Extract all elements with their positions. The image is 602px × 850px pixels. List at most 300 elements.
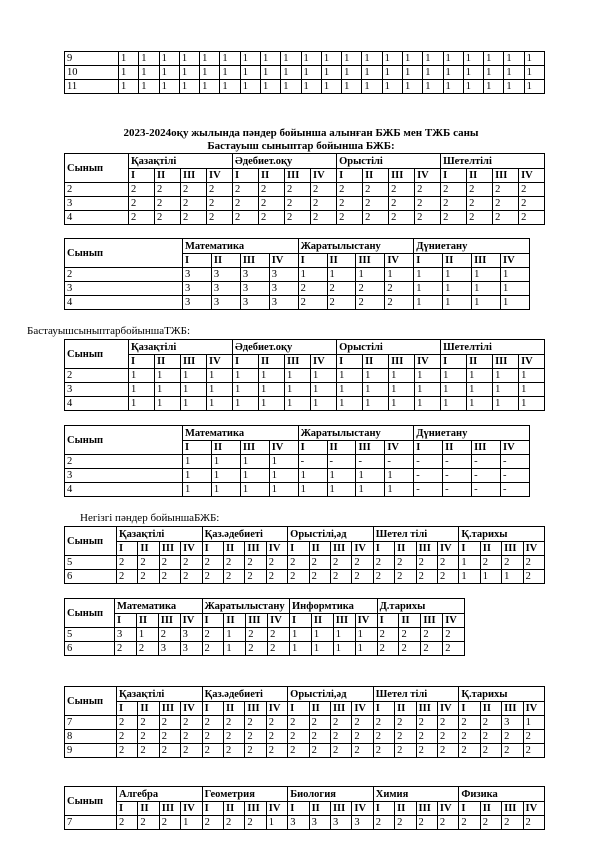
quarter-header: II <box>395 542 416 556</box>
value-cell: 1 <box>333 642 355 656</box>
value-cell: 1 <box>259 383 285 397</box>
value-cell: 2 <box>377 642 399 656</box>
class-header: Сынып <box>65 599 115 628</box>
value-cell: 1 <box>327 483 356 497</box>
value-cell: 3 <box>211 296 240 310</box>
value-cell: 2 <box>437 716 458 730</box>
value-cell: 1 <box>333 628 355 642</box>
subject-header: Қаз.әдебиеті <box>202 527 288 542</box>
class-header: Сынып <box>65 527 117 556</box>
value-cell: 1 <box>200 66 220 80</box>
value-cell: 1 <box>311 628 333 642</box>
value-cell: 1 <box>519 397 545 411</box>
value-cell: 1 <box>504 66 524 80</box>
value-cell: 2 <box>138 570 159 584</box>
value-cell: 1 <box>385 268 414 282</box>
value-cell: 2 <box>285 197 311 211</box>
quarter-header: III <box>416 702 437 716</box>
value-cell: 3 <box>211 282 240 296</box>
row-class-cell: 5 <box>65 556 117 570</box>
value-cell: 2 <box>245 716 266 730</box>
subject-header: Математика <box>183 239 299 254</box>
value-cell: 2 <box>363 183 389 197</box>
quarter-header: I <box>117 702 138 716</box>
value-cell: 1 <box>363 397 389 411</box>
value-cell: 1 <box>524 66 544 80</box>
table-row <box>65 80 545 94</box>
top-table <box>64 51 545 94</box>
value-cell: 1 <box>504 52 524 66</box>
value-cell: 2 <box>415 197 441 211</box>
value-cell: 1 <box>363 383 389 397</box>
value-cell: 3 <box>269 268 298 282</box>
subject-header: Қазақтілі <box>117 527 203 542</box>
value-cell: 3 <box>330 816 351 830</box>
subject-header: Қаз.әдебиеті <box>202 687 288 702</box>
quarter-header: II <box>223 702 244 716</box>
value-cell: 2 <box>288 570 309 584</box>
value-cell: 1 <box>240 455 269 469</box>
row-class-cell: 5 <box>65 628 115 642</box>
value-cell: 1 <box>311 383 337 397</box>
value-cell: 2 <box>502 744 523 758</box>
value-cell: 2 <box>207 183 233 197</box>
value-cell: 1 <box>301 52 321 66</box>
quarter-header: IV <box>443 614 465 628</box>
table-row <box>65 816 545 830</box>
value-cell: 2 <box>443 642 465 656</box>
value-cell: 2 <box>233 197 259 211</box>
table-row <box>65 730 545 744</box>
quarter-header: I <box>183 254 212 268</box>
value-cell: 2 <box>523 730 544 744</box>
value-cell: 1 <box>301 80 321 94</box>
value-cell: 1 <box>441 383 467 397</box>
quarter-header: IV <box>385 441 414 455</box>
quarter-header: I <box>377 614 399 628</box>
value-cell: 1 <box>500 282 529 296</box>
value-cell: 1 <box>363 369 389 383</box>
table-row <box>65 556 545 570</box>
value-cell: 2 <box>480 730 501 744</box>
value-cell: 2 <box>523 744 544 758</box>
quarter-header: IV <box>523 702 544 716</box>
value-cell: 1 <box>500 268 529 282</box>
value-cell: 1 <box>493 397 519 411</box>
value-cell: 1 <box>259 369 285 383</box>
quarter-header: II <box>259 355 285 369</box>
quarter-header: III <box>333 614 355 628</box>
value-cell: 1 <box>181 369 207 383</box>
value-cell: 2 <box>395 716 416 730</box>
quarter-header: IV <box>311 355 337 369</box>
value-cell: 2 <box>377 628 399 642</box>
value-cell: - <box>414 455 443 469</box>
quarter-header: II <box>224 802 245 816</box>
quarter-header: IV <box>355 614 377 628</box>
value-cell: 2 <box>356 296 385 310</box>
value-cell: 2 <box>268 642 290 656</box>
value-cell: 1 <box>321 80 341 94</box>
quarter-header: IV <box>523 802 544 816</box>
value-cell: 1 <box>200 52 220 66</box>
quarter-header: II <box>138 702 159 716</box>
value-cell: 2 <box>352 716 373 730</box>
value-cell: 1 <box>443 296 472 310</box>
value-cell: 1 <box>181 397 207 411</box>
subject-header: Шетел тілі <box>373 687 459 702</box>
value-cell: 1 <box>311 642 333 656</box>
quarter-header: I <box>202 702 223 716</box>
value-cell: 1 <box>362 52 382 66</box>
value-cell: 2 <box>202 628 224 642</box>
value-cell: 2 <box>155 197 181 211</box>
quarter-header: II <box>259 169 285 183</box>
quarter-header: IV <box>266 542 287 556</box>
value-cell: 2 <box>245 730 266 744</box>
value-cell: 2 <box>309 556 330 570</box>
value-cell: - <box>443 469 472 483</box>
table-bzhb-prim-b <box>64 238 530 310</box>
value-cell: 1 <box>337 369 363 383</box>
value-cell: 2 <box>352 570 373 584</box>
value-cell: 2 <box>245 570 266 584</box>
subject-header: Әдебиет.оқу <box>233 154 337 169</box>
table-neg-56-b <box>64 598 465 656</box>
value-cell: 3 <box>240 296 269 310</box>
value-cell: 2 <box>416 556 437 570</box>
quarter-header: II <box>395 802 416 816</box>
value-cell: - <box>472 455 501 469</box>
value-cell: 1 <box>523 716 544 730</box>
value-cell: 1 <box>311 397 337 411</box>
value-cell: 2 <box>480 744 501 758</box>
value-cell: 2 <box>480 716 501 730</box>
value-cell: 2 <box>437 570 458 584</box>
value-cell: 3 <box>502 716 523 730</box>
value-cell: - <box>356 455 385 469</box>
value-cell: 2 <box>416 816 437 830</box>
row-class-cell: 6 <box>65 570 117 584</box>
value-cell: 2 <box>330 730 351 744</box>
value-cell: 1 <box>119 80 139 94</box>
value-cell: 1 <box>285 369 311 383</box>
value-cell: 2 <box>158 628 180 642</box>
quarter-header: III <box>245 542 266 556</box>
value-cell: 2 <box>352 744 373 758</box>
row-class-cell: 4 <box>65 296 183 310</box>
value-cell: 2 <box>337 183 363 197</box>
quarter-header: II <box>311 614 333 628</box>
quarter-header: III <box>356 441 385 455</box>
value-cell: 1 <box>480 570 501 584</box>
value-cell: 2 <box>266 730 287 744</box>
value-cell: 2 <box>389 197 415 211</box>
value-cell: 1 <box>472 282 501 296</box>
value-cell: 1 <box>423 66 443 80</box>
value-cell: 2 <box>285 211 311 225</box>
value-cell: 2 <box>459 744 480 758</box>
table-row <box>65 469 530 483</box>
value-cell: 2 <box>159 556 180 570</box>
value-cell: 1 <box>463 66 483 80</box>
heading-title: 2023-2024оқу жылында пәндер бойынша алынған БЖБ мен ТЖБ саны <box>123 127 479 139</box>
table-row <box>65 483 530 497</box>
value-cell: 2 <box>202 744 223 758</box>
value-cell: 2 <box>523 570 544 584</box>
table-row <box>65 52 545 66</box>
quarter-header: IV <box>181 542 202 556</box>
quarter-header: I <box>288 542 309 556</box>
value-cell: 3 <box>183 296 212 310</box>
value-cell: 2 <box>467 211 493 225</box>
class-header: Сынып <box>65 154 129 183</box>
subject-header: Биология <box>288 787 374 802</box>
table-row <box>65 570 545 584</box>
value-cell: 1 <box>504 80 524 94</box>
value-cell: 1 <box>415 397 441 411</box>
value-cell: 1 <box>356 268 385 282</box>
value-cell: 2 <box>138 744 159 758</box>
value-cell: 1 <box>472 296 501 310</box>
quarter-header: III <box>159 802 180 816</box>
value-cell: 1 <box>443 52 463 66</box>
quarter-header: III <box>285 355 311 369</box>
value-cell: 2 <box>288 730 309 744</box>
value-cell: 1 <box>139 66 159 80</box>
quarter-header: IV <box>415 169 441 183</box>
value-cell: 2 <box>480 556 501 570</box>
value-cell: 3 <box>115 628 137 642</box>
value-cell: 2 <box>245 556 266 570</box>
value-cell: 2 <box>459 816 480 830</box>
value-cell: 1 <box>269 455 298 469</box>
subject-header: Дүниетану <box>414 239 530 254</box>
subject-header: Орыстілі <box>337 340 441 355</box>
value-cell: 1 <box>524 80 544 94</box>
table-row <box>65 296 530 310</box>
value-cell: 1 <box>355 642 377 656</box>
quarter-header: III <box>330 802 351 816</box>
value-cell: 1 <box>181 816 202 830</box>
value-cell: 2 <box>416 730 437 744</box>
row-class-cell: 4 <box>65 211 129 225</box>
value-cell: 1 <box>211 483 240 497</box>
value-cell: 1 <box>285 383 311 397</box>
table-tzhb-prim-a <box>64 339 545 411</box>
value-cell: 1 <box>260 66 280 80</box>
value-cell: 3 <box>269 296 298 310</box>
quarter-header: I <box>414 254 443 268</box>
value-cell: 2 <box>288 556 309 570</box>
row-class-cell: 11 <box>65 80 119 94</box>
quarter-header: III <box>181 169 207 183</box>
value-cell: 2 <box>223 730 244 744</box>
quarter-header: III <box>246 614 268 628</box>
value-cell: 1 <box>179 66 199 80</box>
value-cell: 2 <box>437 816 458 830</box>
quarter-header: II <box>363 355 389 369</box>
quarter-header: I <box>233 355 259 369</box>
table-row <box>65 211 545 225</box>
quarter-header: I <box>373 802 394 816</box>
value-cell: 1 <box>281 52 301 66</box>
value-cell: 1 <box>281 66 301 80</box>
quarter-header: III <box>502 802 523 816</box>
value-cell: 1 <box>159 66 179 80</box>
row-class-cell: 9 <box>65 52 119 66</box>
table-row <box>65 282 530 296</box>
value-cell: 2 <box>181 730 202 744</box>
subject-header: Математика <box>183 426 299 441</box>
value-cell: 1 <box>260 80 280 94</box>
quarter-header: III <box>245 702 266 716</box>
value-cell: 1 <box>356 469 385 483</box>
row-class-cell: 10 <box>65 66 119 80</box>
class-header: Сынып <box>65 687 117 716</box>
quarter-header: III <box>493 355 519 369</box>
table-neg-56-a <box>64 526 545 584</box>
value-cell: 1 <box>321 52 341 66</box>
quarter-header: II <box>155 169 181 183</box>
header-row <box>65 239 530 254</box>
value-cell: 1 <box>266 816 287 830</box>
value-cell: 2 <box>223 744 244 758</box>
value-cell: 1 <box>355 628 377 642</box>
subject-header: Физика <box>459 787 545 802</box>
quarter-header: IV <box>181 802 202 816</box>
value-cell: 2 <box>129 183 155 197</box>
subject-header: Орыстілі,әд <box>288 527 374 542</box>
value-cell: 1 <box>129 383 155 397</box>
value-cell: 1 <box>389 397 415 411</box>
table-neg-7-b <box>64 786 545 830</box>
class-header: Сынып <box>65 426 183 455</box>
quarter-header: IV <box>519 169 545 183</box>
table-row <box>65 383 545 397</box>
value-cell: - <box>414 483 443 497</box>
value-cell: 3 <box>309 816 330 830</box>
quarter-header: I <box>459 542 480 556</box>
value-cell: 1 <box>179 52 199 66</box>
value-cell: 2 <box>117 744 138 758</box>
value-cell: 2 <box>337 211 363 225</box>
quarter-header: II <box>399 614 421 628</box>
quarter-header: I <box>290 614 312 628</box>
value-cell: 2 <box>207 211 233 225</box>
value-cell: 2 <box>385 296 414 310</box>
quarter-header: I <box>441 169 467 183</box>
value-cell: 2 <box>159 744 180 758</box>
quarter-header: I <box>202 802 223 816</box>
quarter-header: II <box>327 441 356 455</box>
value-cell: 2 <box>437 556 458 570</box>
value-cell: 1 <box>414 296 443 310</box>
value-cell: 1 <box>443 282 472 296</box>
quarter-header: I <box>298 441 327 455</box>
value-cell: 2 <box>416 570 437 584</box>
table-row <box>65 397 545 411</box>
value-cell: 1 <box>298 469 327 483</box>
quarter-row <box>65 542 545 556</box>
value-cell: - <box>472 469 501 483</box>
quarter-header: II <box>443 441 472 455</box>
value-cell: 1 <box>415 369 441 383</box>
value-cell: 3 <box>211 268 240 282</box>
quarter-header: I <box>117 542 138 556</box>
table-row <box>65 642 465 656</box>
value-cell: 2 <box>523 816 544 830</box>
quarter-header: II <box>211 254 240 268</box>
quarter-header: IV <box>352 802 373 816</box>
quarter-header: IV <box>269 254 298 268</box>
value-cell: 1 <box>467 369 493 383</box>
value-cell: 2 <box>129 197 155 211</box>
quarter-header: I <box>183 441 212 455</box>
value-cell: 2 <box>493 211 519 225</box>
value-cell: 3 <box>183 282 212 296</box>
value-cell: 1 <box>119 52 139 66</box>
value-cell: 2 <box>138 816 159 830</box>
row-class-cell: 2 <box>65 183 129 197</box>
table-row <box>65 744 545 758</box>
table-bzhb-prim-a <box>64 153 545 225</box>
value-cell: - <box>443 483 472 497</box>
value-cell: - <box>385 455 414 469</box>
row-class-cell: 3 <box>65 469 183 483</box>
value-cell: 1 <box>220 80 240 94</box>
quarter-header: III <box>159 542 180 556</box>
value-cell: 1 <box>183 469 212 483</box>
quarter-header: III <box>159 702 180 716</box>
row-class-cell: 7 <box>65 716 117 730</box>
value-cell: 2 <box>181 211 207 225</box>
value-cell: 3 <box>288 816 309 830</box>
value-cell: 1 <box>463 52 483 66</box>
quarter-row <box>65 169 545 183</box>
header-row <box>65 340 545 355</box>
value-cell: 1 <box>220 52 240 66</box>
value-cell: 2 <box>159 816 180 830</box>
quarter-header: I <box>298 254 327 268</box>
header-row <box>65 687 545 702</box>
value-cell: 2 <box>159 570 180 584</box>
value-cell: 2 <box>311 211 337 225</box>
value-cell: 2 <box>181 197 207 211</box>
value-cell: 2 <box>493 183 519 197</box>
value-cell: 2 <box>459 716 480 730</box>
quarter-header: III <box>240 441 269 455</box>
table-row <box>65 183 545 197</box>
value-cell: 3 <box>269 282 298 296</box>
value-cell: - <box>500 483 529 497</box>
quarter-header: III <box>502 702 523 716</box>
value-cell: 2 <box>181 183 207 197</box>
value-cell: 2 <box>181 570 202 584</box>
quarter-header: II <box>467 169 493 183</box>
header-row <box>65 426 530 441</box>
value-cell: 1 <box>183 455 212 469</box>
value-cell: 2 <box>266 570 287 584</box>
quarter-header: I <box>288 702 309 716</box>
subject-header: Геометрия <box>202 787 288 802</box>
quarter-header: II <box>467 355 493 369</box>
value-cell: 1 <box>493 383 519 397</box>
value-cell: 2 <box>309 744 330 758</box>
quarter-header: II <box>224 614 246 628</box>
value-cell: 2 <box>285 183 311 197</box>
value-cell: 2 <box>415 211 441 225</box>
